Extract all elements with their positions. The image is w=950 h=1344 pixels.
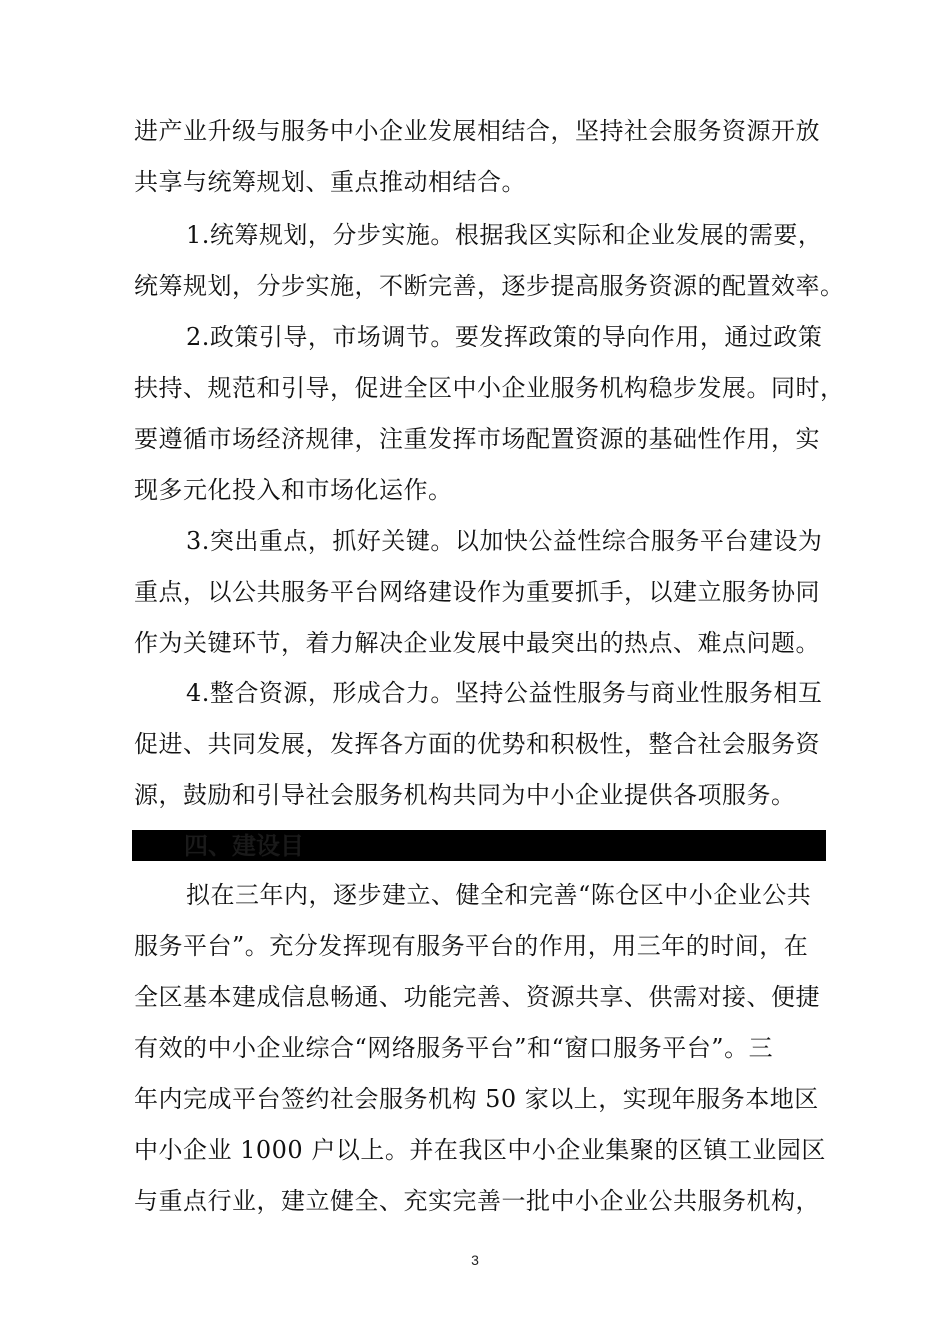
text-line: 扶持、规范和引导，促进全区中小企业服务机构稳步发展。同时， <box>134 374 845 402</box>
text-line: 促进、共同发展，发挥各方面的优势和积极性，整合社会服务资 <box>134 730 820 758</box>
text-line: 拟在三年内，逐步建立、健全和完善“陈仓区中小企业公共 <box>186 881 812 909</box>
text-line: 与重点行业，建立健全、充实完善一批中小企业公共服务机构， <box>134 1187 820 1215</box>
text-line: 要遵循市场经济规律，注重发挥市场配置资源的基础性作用，实 <box>134 425 820 453</box>
principle-paragraph-3 <box>134 516 834 669</box>
text-line: 全区基本建成信息畅通、功能完善、资源共享、供需对接、便捷 <box>134 983 820 1011</box>
principle-paragraph-2 <box>134 312 845 516</box>
text-line: 现多元化投入和市场化运作。 <box>134 476 453 504</box>
text-line: 源，鼓励和引导社会服务机构共同为中小企业提供各项服务。 <box>134 781 796 809</box>
text-line: 中小企业 1000 户以上。并在我区中小企业集聚的区镇工业园区 <box>134 1136 826 1164</box>
text-line: 年内完成平台签约社会服务机构 50 家以上，实现年服务本地区 <box>134 1085 819 1113</box>
text-line: 重点，以公共服务平台网络建设作为重要抓手，以建立服务协同 <box>134 578 820 606</box>
text-line: 3.突出重点，抓好关键。以加快公益性综合服务平台建设为 <box>186 527 823 555</box>
text-line: 1.统筹规划，分步实施。根据我区实际和企业发展的需要， <box>186 221 823 249</box>
section-heading: 四、建设目 <box>184 831 304 860</box>
text-line: 2.政策引导，市场调节。要发挥政策的导向作用，通过政策 <box>186 323 823 351</box>
text-line: 有效的中小企业综合“网络服务平台”和“窗口服务平台”。三 <box>134 1034 774 1062</box>
text-line: 服务平台”。充分发挥现有服务平台的作用，用三年的时间，在 <box>134 932 809 960</box>
text-line: 统筹规划，分步实施，不断完善，逐步提高服务资源的配置效率。 <box>134 272 845 300</box>
principle-paragraph-4 <box>134 668 834 821</box>
principle-paragraph-1 <box>134 210 845 312</box>
goal-paragraph <box>134 870 834 1227</box>
page-number: 3 <box>471 1252 479 1268</box>
text-line: 进产业升级与服务中小企业发展相结合，坚持社会服务资源开放 <box>134 117 820 145</box>
section-heading-bar <box>132 830 826 861</box>
text-line: 共享与统筹规划、重点推动相结合。 <box>134 168 526 196</box>
text-line: 4.整合资源，形成合力。坚持公益性服务与商业性服务相互 <box>186 679 823 707</box>
intro-paragraph <box>134 106 834 208</box>
text-line: 作为关键环节，着力解决企业发展中最突出的热点、难点问题。 <box>134 629 820 657</box>
